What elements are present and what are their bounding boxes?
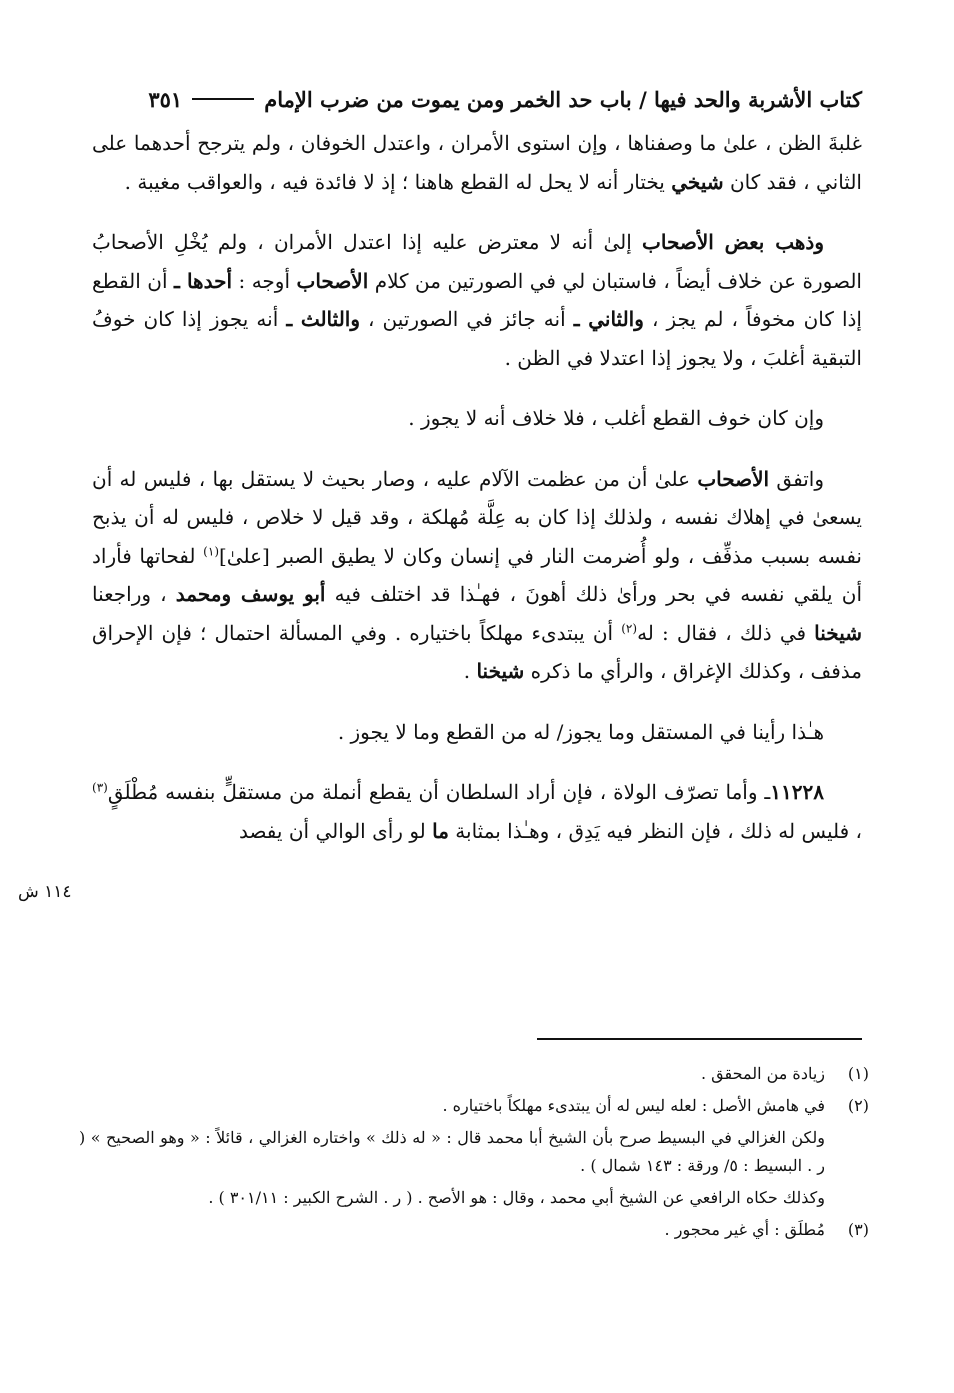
bold-term: شيخنا — [476, 659, 525, 683]
footnote-rule — [537, 1038, 862, 1040]
main-text — [92, 124, 862, 872]
text-run: في ذلك ، فقال : له — [637, 620, 815, 645]
text-run: أنه جائز في الصورتين ، — [360, 307, 574, 331]
bold-term: أحدها ـ — [174, 268, 233, 293]
footnote-marker: (١) — [203, 543, 219, 558]
running-header — [100, 82, 862, 116]
paragraph — [92, 124, 862, 201]
bold-term: الأصحاب — [296, 268, 369, 293]
bold-term: أبو يوسف ومحمد — [175, 582, 326, 606]
footnote-text: زيادة من المحقق . — [701, 1064, 825, 1083]
footnotes — [79, 1060, 869, 1248]
footnote-text: مُطلَق : أي غير محجور . — [664, 1220, 825, 1239]
footnote-marker: (٣) — [92, 780, 108, 795]
text-run: ـ وأما تصرّف الولاة ، فإن أراد السلطان أن يقطع أنملة من مستقلٍّ بنفسه مُطْلَقٍ — [107, 780, 771, 804]
footnote — [79, 1092, 869, 1120]
bold-term: والثاني ـ — [573, 307, 644, 331]
bold-term: ما — [432, 818, 449, 843]
text-run: أوجه : — [232, 268, 297, 293]
text-run: . — [463, 659, 477, 683]
bold-term: وذهب — [764, 230, 824, 254]
header-title: كتاب الأشربة والحد فيها / باب حد الخمر ومن يموت من ضرب الإمام — [264, 86, 862, 112]
bold-term: شيخنا — [814, 620, 863, 645]
text-run: علىٰ أن من عظمت الآلام عليه ، وصار بحيث لا يستقل بها ، فليس له أن يسعىٰ في إهلاك نفسه ، ولذلك إذا كان به عِلَّة مُهلكة ، وقد قيل لا خلاص ، فليس له أن يذبح نفسه بسبب مذفِّف ، ولو أُضرمت النار في إنسان وكان لا يطيق الصبر [علىٰ] — [92, 466, 863, 568]
footnote-continuation: وكذلك حكاه الرافعي عن الشيخ أبي محمد ، وقال : هو الأصح . ( ر . الشرح الكبير : ٣٠١/١١ ) . — [208, 1188, 825, 1207]
page-number: ٣٥١ — [148, 86, 183, 112]
bold-term: ١١٢٢٨ — [770, 780, 824, 804]
margin-note: ١١٤ ش — [18, 882, 72, 902]
header-rule — [192, 98, 254, 100]
footnote — [79, 1216, 869, 1244]
text-run: لو رأى الوالي أن يفصد — [238, 818, 433, 843]
paragraph — [92, 223, 862, 377]
footnote-number: (١) — [847, 1064, 869, 1083]
paragraph — [92, 713, 862, 752]
text-run: ، وراجعنا — [92, 582, 176, 606]
text-run: ، فليس له ذلك ، فإن النظر فيه يَدِق ، وهـٰذا بمثابة — [448, 818, 862, 843]
text-run: غلبةَ الظن ، علىٰ ما وصفناها ، وإن استوى الأمران ، واعتدل الخوفان ، ولم يترجح أحدهما على الثاني ، فقد كان — [92, 131, 862, 194]
paragraph — [92, 773, 862, 850]
bold-term: بعض الأصحاب — [642, 230, 765, 254]
footnote — [79, 1060, 869, 1088]
footnote-number: (٣) — [847, 1220, 869, 1239]
paragraph — [92, 399, 862, 438]
text-run: أن يبتدىء مهلكاً باختياره . وفي المسألة احتمال ؛ فإن الإحراق مذفف ، وكذلك الإغراق ، والرأي ما ذكره — [92, 620, 862, 683]
text-run: أنه يجوز إذا كان خوفُ التبقية أغلبَ ، ولا يجوز إذا اعتدلا في الظن . — [92, 307, 862, 370]
text-run: واتفق — [769, 466, 825, 491]
text-run: وإن كان خوف القطع أغلب ، فلا خلاف أنه لا يجوز . — [408, 406, 824, 430]
text-run: لفحاتها فأراد أن يلقي نفسه في بحر ورأىٰ ذلك أهونَ ، فهـٰذا قد اختلف فيه — [92, 543, 862, 606]
bold-term: الأصحاب — [697, 466, 770, 491]
bold-term: شيخي — [671, 169, 724, 194]
text-run: أن القطع إذا كان مخوفاً ، لم يجز ، — [92, 268, 862, 331]
footnote-number: (٢) — [847, 1096, 869, 1115]
paragraph — [92, 460, 862, 691]
text-run: هـٰذا رأينا في المستقل وما يجوز/ له من القطع وما لا يجوز . — [337, 719, 824, 744]
footnote-marker: (٢) — [621, 620, 638, 635]
text-run: إلىٰ أنه لا معترض عليه إذا اعتدل الأمران ، ولم يُخْلِ الأصحابُ الصورة عن خلاف أيضاً ، فاستبان لي في الصورتين من كلام — [92, 230, 862, 293]
bold-term: والثالث ـ — [286, 307, 360, 331]
footnote-continuation: ولكن الغزالي في البسيط صرح بأن الشيخ أبا محمد قال : « له ذلك » واختاره الغزالي ، قائلاً : « وهو الصحيح » ( ر . البسيط : ٥/ ورقة : ١٤٣ شمال ) . — [79, 1128, 825, 1175]
text-run: يختار أنه لا يحل له القطع هاهنا ؛ إذ لا فائدة فيه ، والعواقب مغيبة . — [124, 169, 672, 194]
footnote-text: في هامش الأصل : لعله ليس له أن يبتدىء مهلكاً باختياره . — [442, 1096, 825, 1115]
